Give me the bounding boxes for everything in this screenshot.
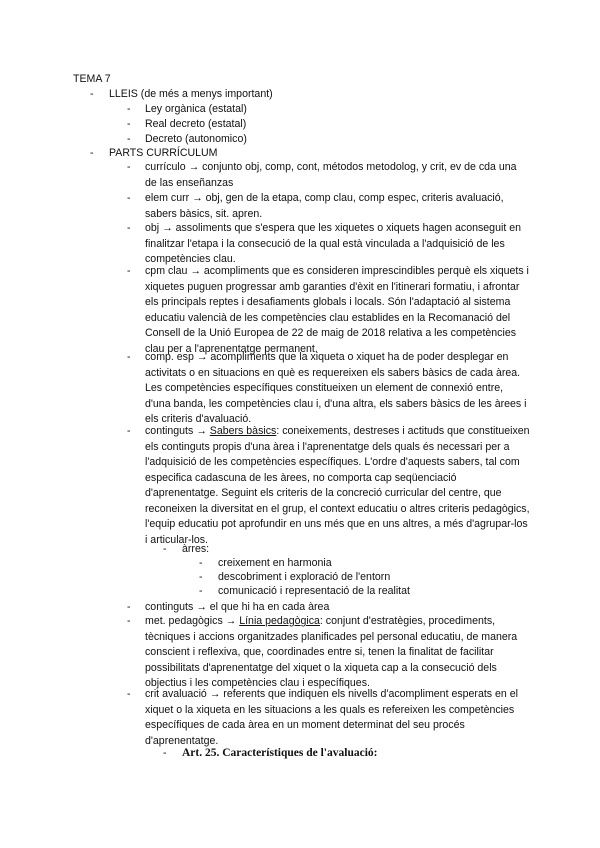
bullet-dash: - — [199, 557, 203, 569]
bullet-dash: - — [127, 222, 131, 234]
bullet-dash: - — [90, 88, 94, 100]
bullet-dash: - — [199, 571, 203, 583]
bullet-dash: - — [127, 161, 131, 173]
continguts-text — [145, 424, 530, 548]
lleis-item: Real decreto (estatal) — [145, 118, 247, 130]
continguts-2-text: continguts → el que hi ha en cada àrea — [145, 601, 330, 613]
bullet-dash: - — [163, 747, 167, 759]
met-rest: : conjunt d'estratègies, procediments, tècniques i accions organitzades planificades pel personal educatiu, de manera conscient i reflexiva, que, coordinades entre si, tenen la finalitat de facilitar possibilitats d'aprenentatge del xiquet o la xiqueta cap a la consecució dels objectius i les competències clau i específiques. — [145, 615, 518, 689]
linia-pedagogica-link: Línia pedagògica — [239, 615, 320, 627]
bullet-dash: - — [90, 147, 94, 159]
bullet-dash: - — [127, 351, 131, 363]
page-title: TEMA 7 — [73, 73, 111, 85]
bullet-dash: - — [127, 688, 131, 700]
bullet-dash: - — [127, 615, 131, 627]
bullet-dash: - — [127, 118, 131, 130]
bullet-dash: - — [199, 585, 203, 597]
arres-label: àrres: — [182, 543, 210, 555]
lleis-item: Decreto (autonomico) — [145, 133, 247, 145]
bullet-dash: - — [127, 265, 131, 277]
parts-heading: PARTS CURRÍCULUM — [109, 147, 218, 159]
obj-text: obj → assoliments que s'espera que les xiquetes o xiquets hagen aconseguit en finalitzar l'etapa i la consecució de la qual està vinculada a l'adquisició de les competències clau. — [145, 222, 521, 265]
cpm-clau-text: cpm clau → acompliments que es consideren imprescindibles perquè els xiquets i xiquetes puguen progressar amb garanties d'èxit en l'itinerari formatiu, i afrontar els principals reptes i desafiaments globals i locals. Són l'adaptació al sistema educatiu valencià de les competències clau establides en la Recomanació del Consell de la Unió Europea de 22 de maig de 2018 relativa a les competències clau per a l'aprenentatge permanent. — [145, 265, 529, 355]
bullet-dash: - — [127, 425, 131, 437]
met-prefix: met. pedagògics → — [145, 615, 240, 627]
bullet-dash: - — [127, 192, 131, 204]
bullet-dash: - — [163, 543, 167, 555]
lleis-item: Ley orgànica (estatal) — [145, 103, 247, 115]
sabers-basics-link: Sabers bàsics — [209, 425, 277, 437]
arres-item: comunicació i representació de la realitat — [218, 585, 410, 597]
art25-heading: Art. 25. Característiques de l'avaluació: — [182, 747, 378, 759]
lleis-heading: LLEIS (de més a menys important) — [109, 88, 273, 100]
met-pedagogics-text — [145, 614, 530, 692]
continguts-prefix: continguts → — [145, 425, 210, 437]
comp-esp-text: comp. esp → acompliments que la xiqueta o xiquet ha de poder desplegar en activitats o en situacions en què es requereixen els sabers bàsics de cada àrea. Les competències específiques constitueixen un element de connexió entre, d'una banda, les competències clau i, d'una altra, els sabers bàsics de les àrees i els criteris d'avaluació. — [145, 351, 527, 425]
bullet-dash: - — [127, 103, 131, 115]
arres-item: creixement en harmonia — [218, 557, 332, 569]
bullet-dash: - — [127, 601, 131, 613]
continguts-rest: : coneixements, destreses i actituds que constitueixen els continguts propis d'una àrea i l'aprenentatge dels quals és necessari per a l'adquisició de les competències específiques. L'ordre d'aquests sabers, tal com especifica cadascuna de les àrees, no comporta cap seqüenciació d'aprenentatge. Seguint els criteris de la concreció curricular del centre, que reconeixen la diversitat en el grup, el context educatiu o altres criteris pedagògics, l'equip educatiu pot aprofundir en uns més que en uns altres, a més d'agrupar-los i articular-los. — [145, 425, 530, 546]
crit-avaluacio-text: crit avaluació → referents que indiquen els nivells d'acompliment esperats en el xiquet o la xiqueta en les situacions a les quals es refereixen les competències específiques de cada àrea en un moment determinat del seu procés d'aprenentatge. — [145, 688, 519, 747]
curriculo-text: currículo → conjunto obj, comp, cont, métodos metodolog, y crit, ev de cda una de las enseñanzas — [145, 161, 517, 189]
bullet-dash: - — [127, 133, 131, 145]
arres-item: descobriment i exploració de l'entorn — [218, 571, 391, 583]
elem-curr-text: elem curr → obj, gen de la etapa, comp clau, comp espec, criteris avaluació, sabers bàsics, sit. apren. — [145, 192, 504, 220]
